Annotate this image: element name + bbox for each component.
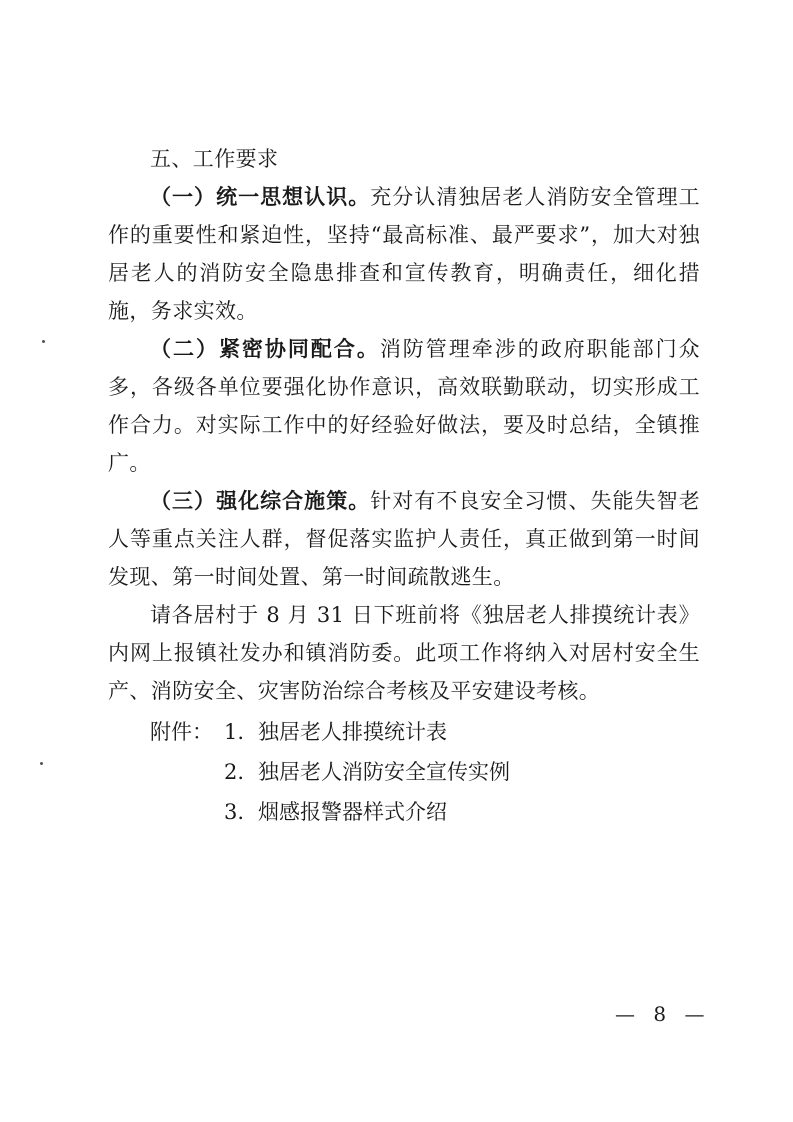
- requirement-item-2-title: （二）紧密协同配合。: [150, 337, 380, 361]
- requirement-item-3-title: （三）强化综合施策。: [150, 489, 371, 513]
- requirement-item-1: [108, 178, 700, 330]
- attachment-title: 独居老人消防安全宣传实例: [258, 760, 510, 784]
- attachments-label: 附件：: [150, 720, 213, 744]
- requirement-item-2-text: 消防管理牵涉的政府职能部门众多，各级各单位要强化协作意识，高效联勤联动，切实形成工作合力。对实际工作中的好经验好做法，要及时总结，全镇推广。: [108, 337, 700, 475]
- page-number: — 8 —: [615, 1002, 711, 1026]
- attachment-row: [150, 752, 510, 792]
- document-body: [108, 140, 700, 710]
- attachment-row: [150, 712, 510, 752]
- attachment-title: 独居老人排摸统计表: [258, 720, 447, 744]
- requirement-item-2: [108, 330, 700, 482]
- requirement-item-1-text: 充分认清独居老人消防安全管理工作的重要性和紧迫性，坚持“最高标准、最严要求”，加大对独居老人的消防安全隐患排查和宣传教育，明确责任，细化措施，务求实效。: [108, 185, 700, 323]
- section-heading: 五、工作要求: [150, 147, 279, 171]
- requirement-item-3: [108, 482, 700, 596]
- requirement-item-1-title: （一）统一思想认识。: [150, 185, 371, 209]
- attachment-row: [150, 792, 510, 832]
- attachment-number: 3.: [224, 800, 245, 824]
- attachment-number: 1.: [224, 720, 245, 744]
- closing-paragraph: 请各居村于 8 月 31 日下班前将《独居老人排摸统计表》内网上报镇社发办和镇消防委。此项工作将纳入对居村安全生产、消防安全、灾害防治综合考核及平安建设考核。: [108, 603, 700, 703]
- attachment-title: 烟感报警器样式介绍: [258, 800, 447, 824]
- scan-speck: [40, 762, 43, 765]
- scan-speck: [42, 340, 45, 343]
- requirement-item-3-text: 针对有不良安全习惯、失能失智老人等重点关注人群，督促落实监护人责任，真正做到第一时间发现、第一时间处置、第一时间疏散逃生。: [108, 489, 700, 589]
- attachments-list: [150, 712, 510, 832]
- attachment-number: 2.: [224, 760, 245, 784]
